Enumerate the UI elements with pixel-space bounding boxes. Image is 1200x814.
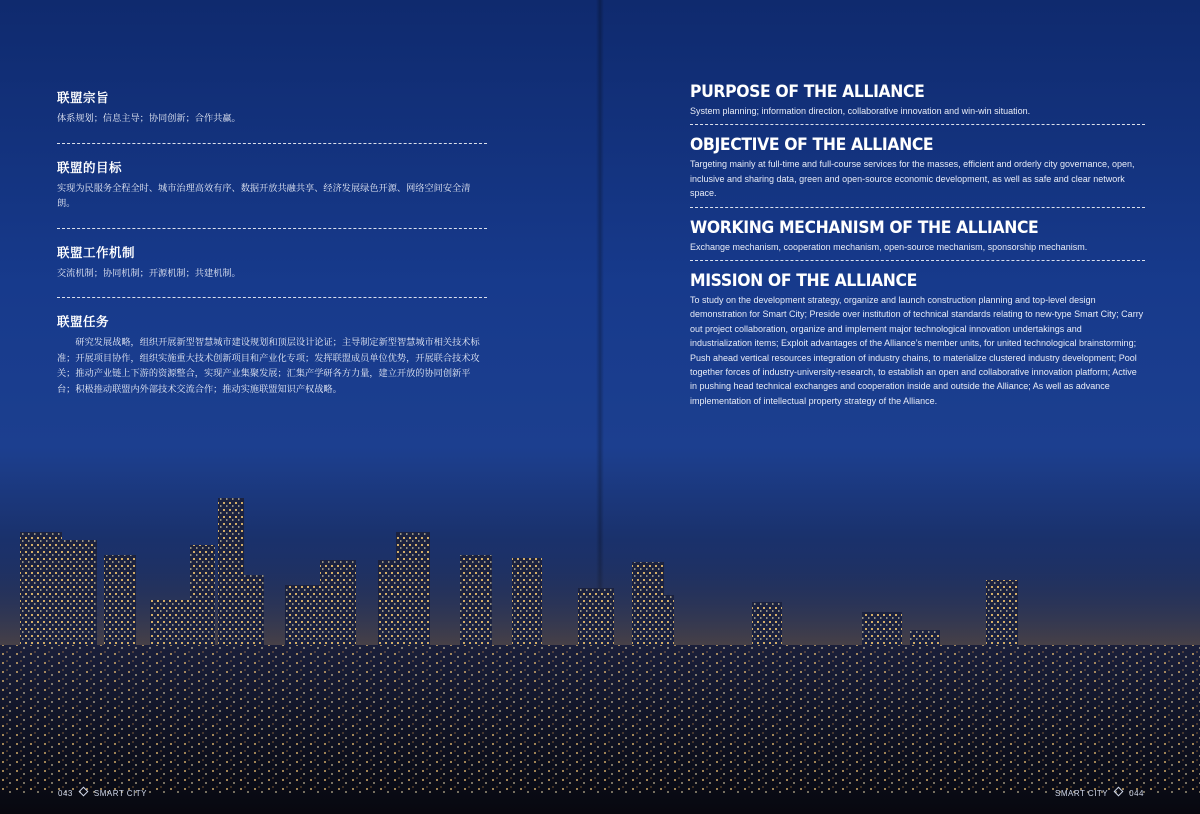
right-page-text [690, 82, 1145, 408]
mechanism-section-cn [57, 243, 487, 288]
mission-heading-cn: 联盟任务 [57, 314, 110, 329]
left-page-text [57, 88, 487, 403]
objective-heading-en: OBJECTIVE OF THE ALLIANCE [690, 135, 934, 156]
objective-heading-cn: 联盟的目标 [57, 159, 123, 175]
objective-body-cn: 实现为民服务全程全时、城市治理高效有序、数据开放共融共享、经济发展绿色开源、网络空间安全清朗。 [57, 182, 471, 209]
purpose-heading-cn: 联盟宗旨 [57, 90, 110, 105]
purpose-section-cn [57, 88, 487, 133]
footer-label-right: SMART CITY [1054, 789, 1109, 798]
page-number-right: 044 [1129, 789, 1144, 798]
mission-body-en: To study on the development strategy, organize and launch construction planning and top-level design demonstration for Smart City; Preside over institution of technical standards relating to new-type Smart City; Carry out project collaboration, organize and implement major technological innovation undertakings and industrialization items; Exploit advantages of the Alliance’s member units, for united technological brainstorming; Push ahead vertical resources integration of industry chains, to materialize clustered industry development; Pool together forces of industry-university-research, to establish an open and collaborative innovation platform; Active in pushing head technical exchanges and cooperation inside and outside the Alliance; As well as advance implementation of intellectual property strategy of the Alliance. [690, 295, 1144, 406]
purpose-body-cn: 体系规划；信息主导；协同创新；合作共赢。 [57, 113, 241, 124]
mechanism-body-en: Exchange mechanism, cooperation mechanism, open-source mechanism, sponsorship mechanism. [690, 241, 1088, 252]
mechanism-body-cn: 交流机制；协同机制；开源机制；共建机制。 [57, 267, 241, 279]
section-divider [690, 260, 1145, 261]
page-number-left: 043 [58, 789, 73, 798]
diamond-icon [78, 787, 88, 797]
footer-label-left: SMART CITY [93, 789, 148, 798]
footer-right [1055, 788, 1144, 798]
mission-section-cn [57, 312, 487, 403]
city-skyline-illustration [0, 480, 1200, 814]
mechanism-heading-cn: 联盟工作机制 [57, 244, 136, 260]
objective-body-en: Targeting mainly at full-time and full-course services for the masses, efficient and orderly city governance, open, inclusive and sharing data, green and open-source economic development, as well as safe and clear network space. [690, 159, 1135, 199]
section-divider [690, 207, 1145, 208]
objective-section-cn [57, 158, 487, 218]
section-divider [57, 228, 487, 229]
section-divider [690, 124, 1145, 125]
mission-heading-en: MISSION OF THE ALLIANCE [690, 271, 917, 292]
footer-left [58, 788, 147, 798]
section-divider [57, 143, 487, 144]
diamond-icon [1114, 787, 1124, 797]
mechanism-heading-en: WORKING MECHANISM OF THE ALLIANCE [690, 217, 1039, 238]
purpose-body-en: System planning; information direction, collaborative innovation and win-win situation. [690, 106, 1031, 116]
purpose-heading-en: PURPOSE OF THE ALLIANCE [690, 82, 925, 102]
section-divider [57, 297, 487, 298]
mission-body-cn: 研究发展战略，组织开展新型智慧城市建设规划和顶层设计论证；主导制定新型智慧城市相关技术标准；开展项目协作，组织实施重大技术创新项目和产业化专项；发挥联盟成员单位优势，开展联合技术攻关；推动产业链上下游的资源整合，实现产业集聚发展；汇集产学研各方力量，建立开放的协同创新平台；积极推动联盟内外部技术交流合作；推动实施联盟知识产权战略。 [57, 337, 480, 395]
